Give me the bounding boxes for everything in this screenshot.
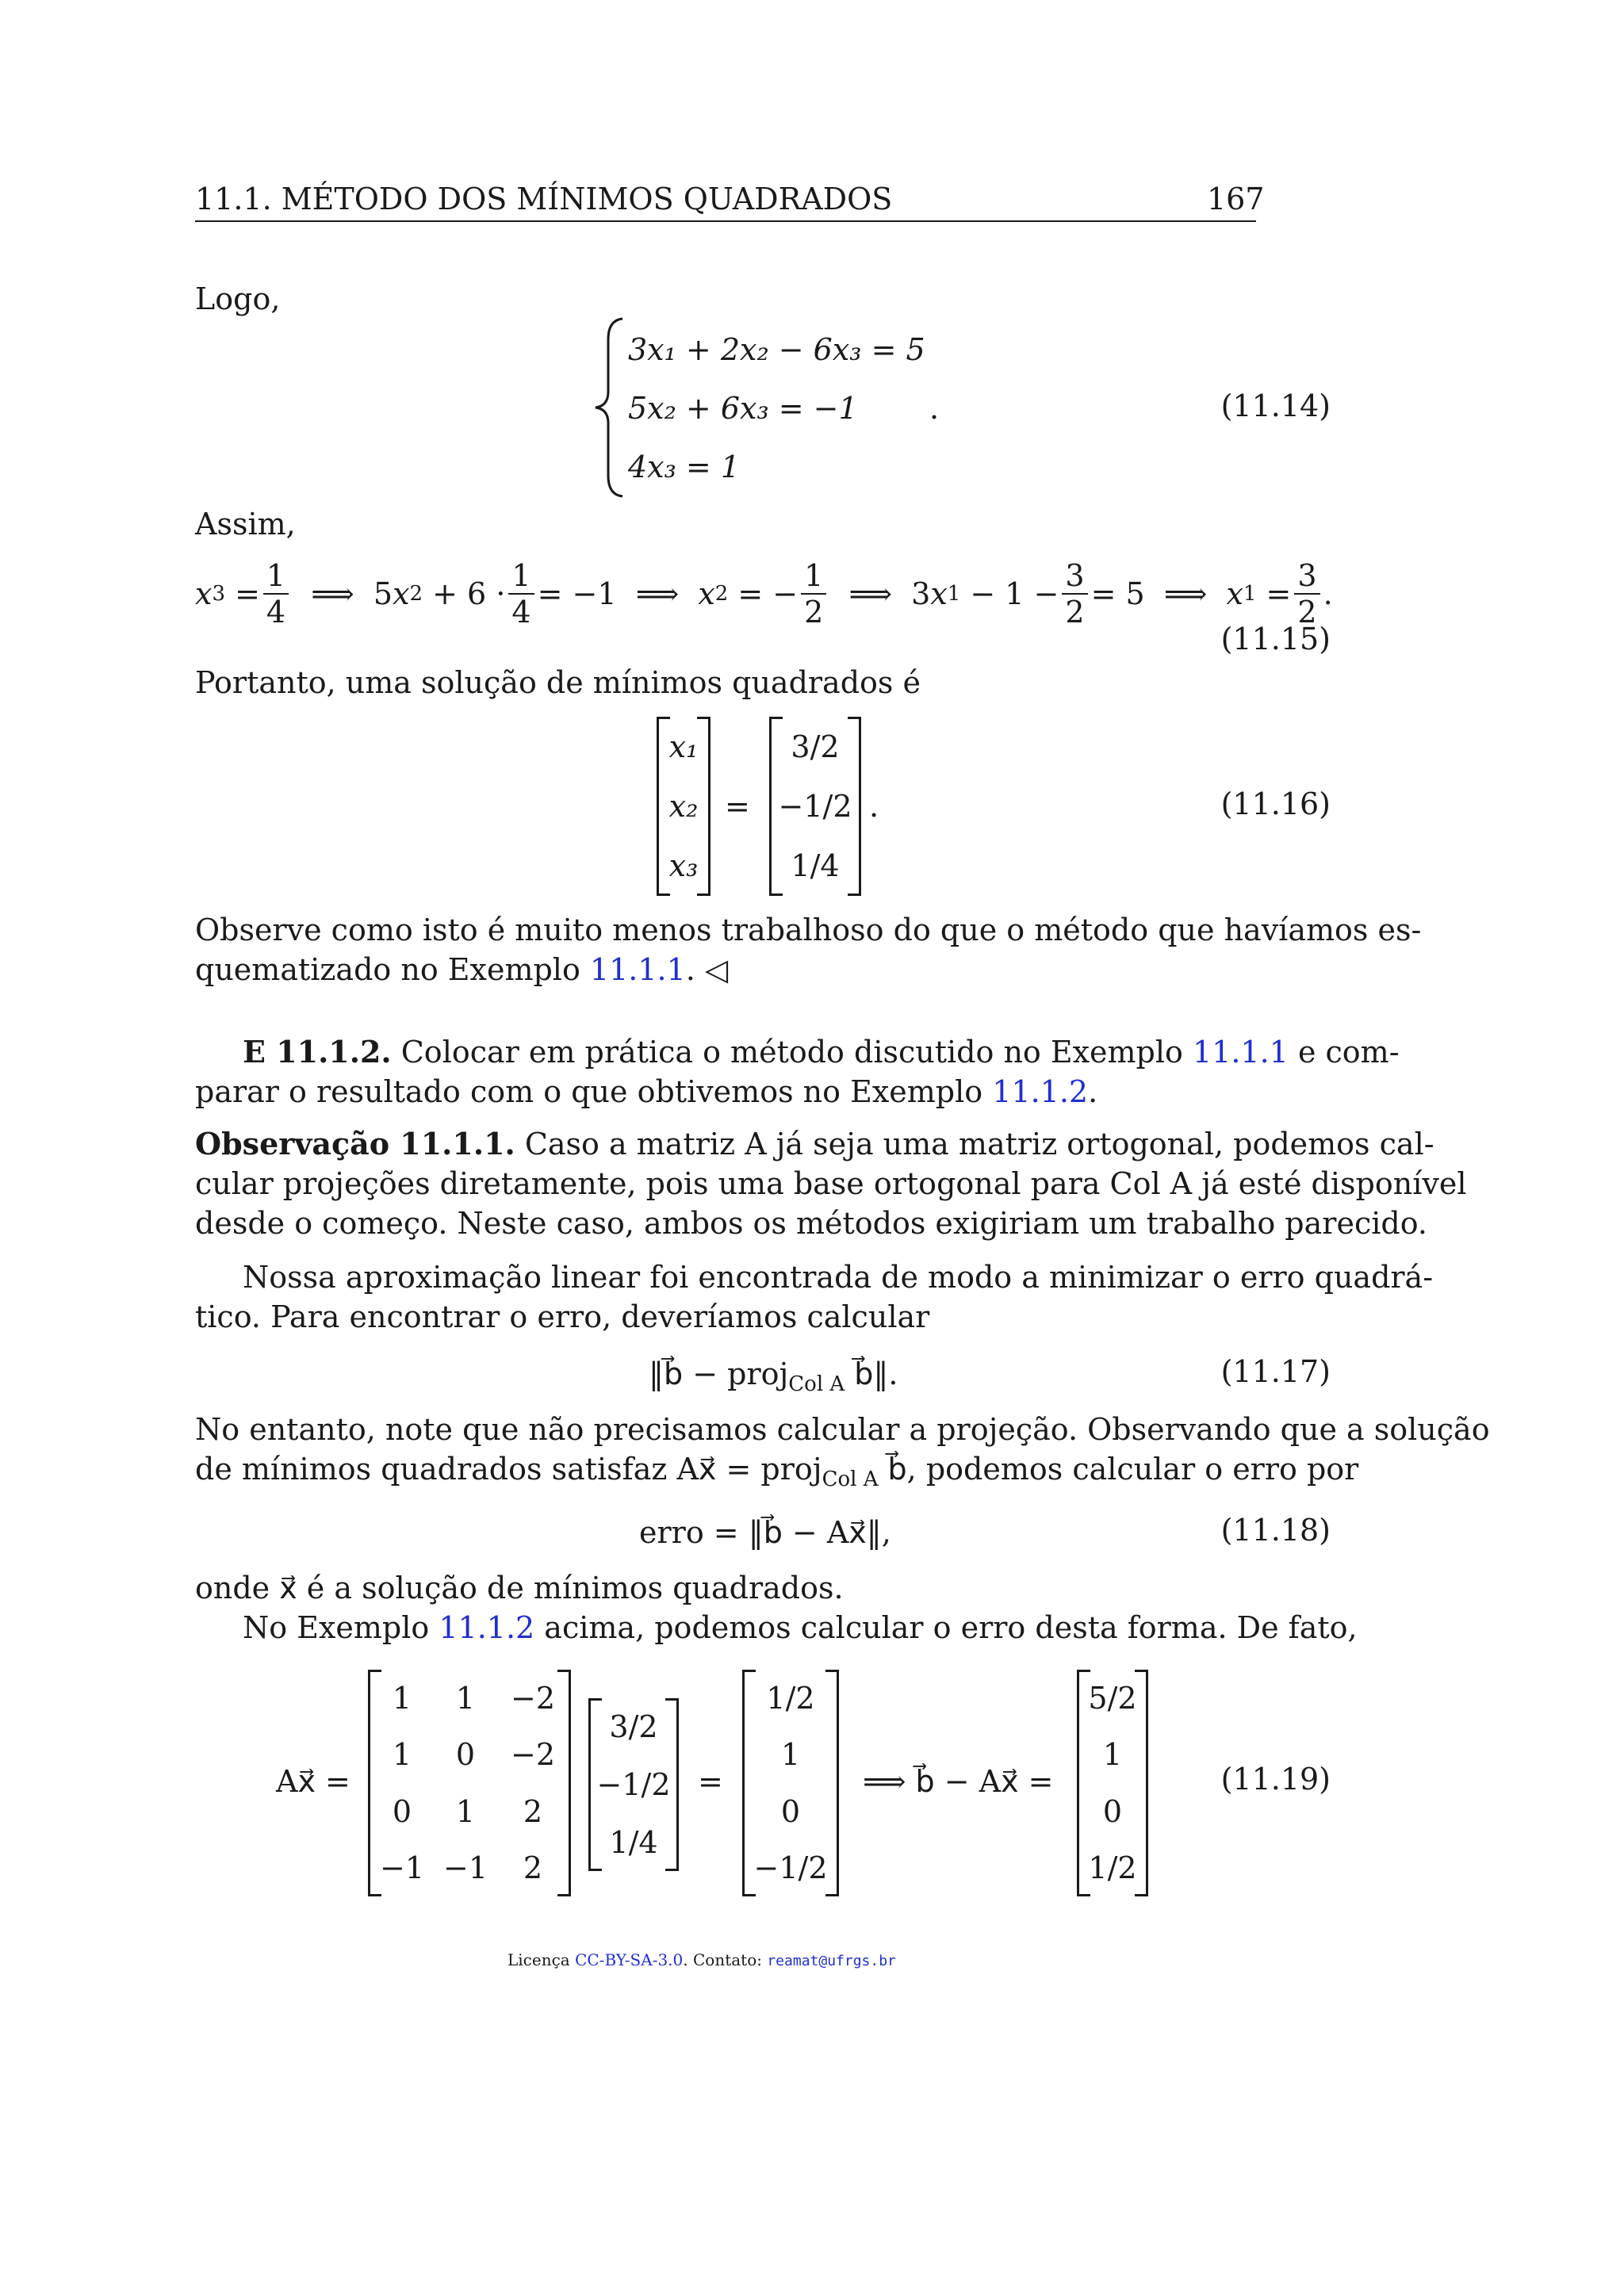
vector-entry: −1/2: [753, 1850, 828, 1886]
cell: −1: [379, 1850, 425, 1886]
vector-solution-entry: 3/2: [791, 729, 840, 764]
matrix-A: [368, 1670, 571, 1896]
paragraph-nossa-line-2: tico. Para encontrar o erro, deveríamos calcular: [195, 1299, 930, 1334]
vector-solution-entry: −1/2: [778, 788, 852, 824]
implies-residual: ⟹ b⃗ − Ax⃗ =: [863, 1764, 1054, 1799]
cell: 0: [392, 1793, 412, 1829]
system-period: .: [929, 391, 940, 426]
system-eq-1: 3x₁ + 2x₂ − 6x₃ = 5: [628, 332, 925, 367]
page-number: 167: [1207, 182, 1265, 216]
paragraph-onde: onde x⃗ é a solução de mínimos quadrados.: [195, 1571, 844, 1605]
vector-entry: 5/2: [1088, 1680, 1137, 1716]
cell: 2: [523, 1850, 543, 1886]
cell: 0: [455, 1737, 476, 1773]
text: Colocar em prática o método discutido no Exemplo: [391, 1035, 1193, 1070]
observation-line-2: cular projeções diretamente, pois uma base ortogonal para Col A já esté disponível: [195, 1166, 1467, 1201]
text: Caso a matriz A já seja uma matriz ortogonal, podemos cal-: [515, 1127, 1434, 1161]
exercise-line-1: [243, 1032, 1400, 1072]
expr: b⃗‖.: [845, 1357, 898, 1391]
vector-entry: 1/2: [1088, 1850, 1137, 1886]
period: .: [869, 789, 879, 824]
exercise-line-2: [195, 1072, 1097, 1112]
cell: 1: [455, 1793, 476, 1829]
expr: ‖b⃗ − proj: [649, 1357, 789, 1391]
matrix-row: [370, 1681, 569, 1716]
running-header-section: 11.1. MÉTODO DOS MÍNIMOS QUADRADOS: [195, 182, 893, 216]
text: No Exemplo: [243, 1610, 439, 1645]
equation-number-11-14: (11.14): [1220, 388, 1331, 423]
link-example-11-1-1[interactable]: 11.1.1: [1193, 1035, 1289, 1070]
vector-entry: 1: [780, 1737, 801, 1773]
cell: 1: [392, 1737, 412, 1773]
text: acima, podemos calcular o erro desta forma. De fato,: [534, 1610, 1358, 1645]
text: b⃗, podemos calcular o erro por: [878, 1452, 1359, 1487]
equation-11-18: erro = ‖b⃗ − Ax⃗‖,: [639, 1515, 891, 1550]
text: parar o resultado com o que obtivemos no Exemplo: [195, 1074, 993, 1109]
observation-label: Observação 11.1.1.: [195, 1126, 515, 1161]
equation-number-11-17: (11.17): [1220, 1354, 1331, 1389]
license-link[interactable]: CC-BY-SA-3.0: [575, 1950, 684, 1969]
equals-sign: =: [725, 789, 750, 824]
vector-x-entry: x₁: [668, 729, 699, 764]
header-rule: [195, 220, 1256, 222]
equation-number-11-19: (11.19): [1220, 1762, 1331, 1797]
equation-11-17: [649, 1354, 898, 1394]
cell: −1: [442, 1850, 488, 1886]
link-example-11-1-2[interactable]: 11.1.2: [439, 1610, 535, 1645]
footer-text: . Contato:: [683, 1950, 768, 1969]
observation-line-1: [195, 1124, 1434, 1164]
paragraph-portanto: Portanto, uma solução de mínimos quadrados é: [195, 665, 921, 700]
vector-entry: 1/4: [609, 1824, 658, 1860]
equation-number-11-15: (11.15): [1220, 622, 1331, 656]
contact-email-link[interactable]: reamat@ufrgs.br: [767, 1953, 896, 1969]
link-example-11-1-2[interactable]: 11.1.2: [992, 1074, 1089, 1109]
subscript: Col A: [822, 1468, 879, 1491]
vector-x: [657, 717, 710, 896]
cell: 1: [455, 1680, 476, 1716]
cell: 1: [392, 1680, 412, 1716]
end-of-example-mark: . ◁: [685, 952, 729, 987]
matrix-row: [370, 1794, 569, 1829]
paragraph-entanto-line-1: No entanto, note que não precisamos calcular a projeção. Observando que a solução: [195, 1412, 1490, 1447]
vector-x-entry: x₂: [668, 788, 699, 824]
subscript: Col A: [788, 1372, 845, 1396]
exercise-label: E 11.1.2.: [243, 1034, 392, 1070]
system-eq-3: 4x₃ = 1: [628, 450, 741, 484]
vector-entry: 1/2: [766, 1680, 815, 1716]
paragraph-no-exemplo: [243, 1608, 1358, 1647]
vector-x-entry: x₃: [668, 848, 699, 884]
text: quematizado no Exemplo: [195, 952, 590, 987]
equation-11-15: x 3 = $\frac{1}{4}$ ⟹ 5 x 2 + 6 · $\frac{1}{4}$ = −1 ⟹ x 2 = − $\frac{1}{2}$ ⟹ 3 x 1 − 1 − $\frac{3}{2}$ = 5 ⟹ x 1 = $\frac{3}{2}$ .: [195, 558, 1333, 629]
vector-solution-entry: 1/4: [791, 848, 840, 884]
equation-number-11-18: (11.18): [1220, 1513, 1331, 1548]
vector-residual: [1077, 1670, 1148, 1896]
footer: [508, 1950, 896, 1969]
text: de mínimos quadrados satisfaz Ax⃗ = proj: [195, 1452, 822, 1487]
matrix-row: [370, 1737, 569, 1772]
paragraph-observe-line-1: Observe como isto é muito menos trabalhoso do que o método que havíamos es-: [195, 913, 1422, 947]
vector-entry: 0: [780, 1793, 801, 1829]
vector-entry: 1: [1102, 1737, 1123, 1773]
paragraph-logo: Logo,: [195, 281, 281, 316]
vector-entry: 0: [1102, 1793, 1123, 1829]
link-example-11-1-1[interactable]: 11.1.1: [589, 952, 686, 987]
paragraph-assim: Assim,: [195, 507, 296, 541]
text: e com-: [1288, 1035, 1400, 1070]
paragraph-entanto-line-2: [195, 1449, 1358, 1489]
footer-text: Licença: [508, 1950, 576, 1969]
vector-entry: 3/2: [609, 1709, 658, 1745]
cell: 2: [523, 1793, 543, 1829]
cell: −2: [510, 1737, 556, 1773]
equation-number-11-16: (11.16): [1220, 786, 1331, 821]
text: .: [1088, 1074, 1098, 1109]
vector-entry: −1/2: [596, 1766, 671, 1802]
observation-line-3: desde o começo. Neste caso, ambos os métodos exigiriam um trabalho parecido.: [195, 1206, 1427, 1241]
paragraph-nossa-line-1: Nossa aproximação linear foi encontrada de modo a minimizar o erro quadrá-: [243, 1260, 1434, 1295]
vector-solution: [769, 717, 861, 896]
cell: −2: [510, 1680, 556, 1716]
paragraph-observe-line-2: [195, 950, 728, 989]
vector-Ax: [742, 1670, 839, 1896]
system-eq-2: 5x₂ + 6x₃ = −1: [628, 391, 858, 426]
vector-x-solution: [588, 1698, 679, 1871]
matrix-row: [370, 1850, 569, 1885]
eq19-lhs: Ax⃗ =: [276, 1764, 350, 1799]
equals-sign: =: [698, 1764, 723, 1799]
